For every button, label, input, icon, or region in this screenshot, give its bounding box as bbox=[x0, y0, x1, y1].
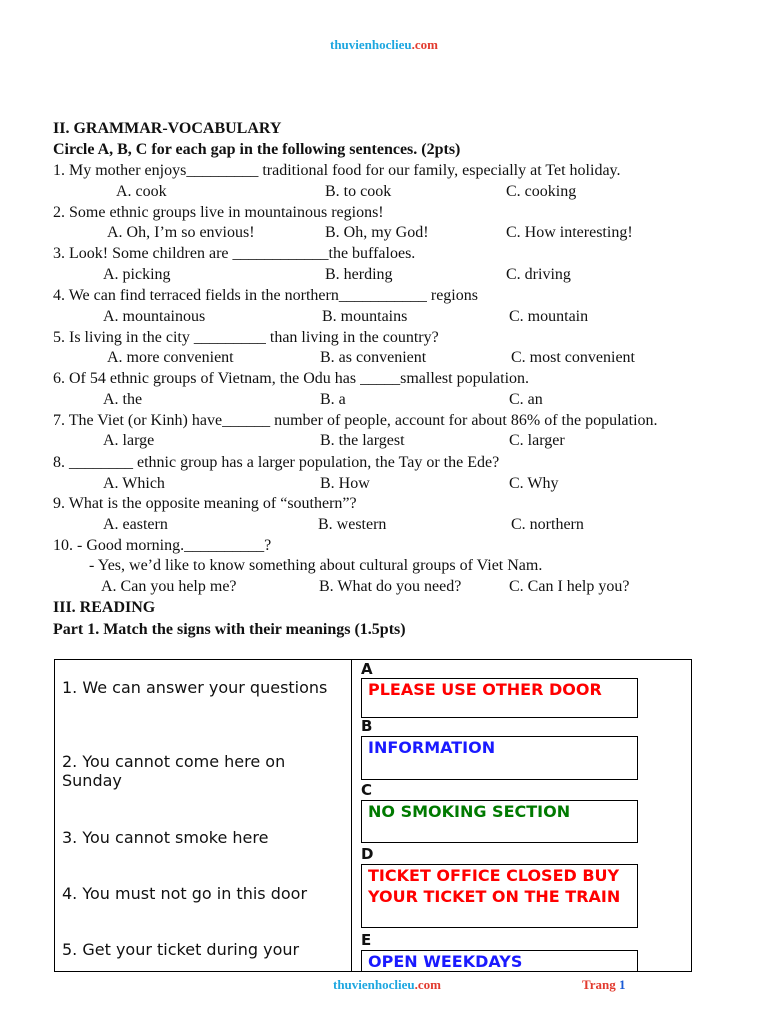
sign-text: NO SMOKING SECTION bbox=[368, 802, 571, 821]
footer-site-part1: thuvienhoclieu bbox=[333, 977, 415, 992]
section-title-reading: III. READING bbox=[53, 599, 156, 616]
option-b: B. a bbox=[320, 391, 346, 408]
option-b: B. western bbox=[318, 516, 387, 533]
option-a: A. eastern bbox=[103, 516, 168, 533]
option-b: B. herding bbox=[325, 266, 393, 283]
question-text: 2. Some ethnic groups live in mountainous regions! bbox=[53, 204, 384, 221]
meaning-item: 1. We can answer your questions bbox=[62, 678, 328, 697]
option-a: A. Can you help me? bbox=[101, 578, 237, 595]
option-b: B. How bbox=[320, 475, 370, 492]
sign-letter: B bbox=[361, 717, 373, 735]
meaning-item: 4. You must not go in this door bbox=[62, 884, 308, 903]
meaning-item: 3. You cannot smoke here bbox=[62, 828, 269, 847]
question-subline: - Yes, we’d like to know something about cultural groups of Viet Nam. bbox=[89, 557, 543, 574]
option-c: C. Why bbox=[509, 475, 559, 492]
table-divider bbox=[351, 660, 352, 971]
footer-site-part2: .com bbox=[414, 977, 441, 992]
sign-letter: A bbox=[361, 660, 373, 678]
sign-text: PLEASE USE OTHER DOOR bbox=[368, 680, 602, 699]
option-c: C. driving bbox=[506, 266, 571, 283]
meaning-item: 2. You cannot come here on Sunday bbox=[62, 752, 286, 790]
sign-box bbox=[361, 864, 638, 928]
sign-letter: E bbox=[361, 931, 372, 949]
page-number-value: 1 bbox=[618, 977, 626, 992]
option-c: C. cooking bbox=[506, 183, 577, 200]
option-c: C. mountain bbox=[509, 308, 589, 325]
meaning-item: 5. Get your ticket during your bbox=[62, 940, 300, 959]
sign-box bbox=[361, 736, 638, 780]
sign-letter: C bbox=[361, 781, 373, 799]
question-text: 4. We can find terraced fields in the northern___________ regions bbox=[53, 287, 478, 304]
option-b: B. the largest bbox=[320, 432, 405, 449]
option-b: B. as convenient bbox=[320, 349, 427, 366]
site-header bbox=[0, 37, 768, 53]
page-label: Trang bbox=[582, 977, 616, 992]
sign-text: OPEN WEEKDAYS bbox=[368, 952, 523, 971]
sign-text: INFORMATION bbox=[368, 738, 496, 757]
option-a: A. the bbox=[103, 391, 143, 408]
sign-box bbox=[361, 800, 638, 843]
option-c: C. most convenient bbox=[511, 349, 635, 366]
option-b: B. What do you need? bbox=[319, 578, 462, 595]
section-title-grammar: II. GRAMMAR-VOCABULARY bbox=[53, 120, 282, 137]
option-c: C. northern bbox=[511, 516, 584, 533]
option-c: C. larger bbox=[509, 432, 565, 449]
sign-letter: D bbox=[361, 845, 374, 863]
option-a: A. picking bbox=[103, 266, 171, 283]
page-number bbox=[582, 977, 625, 993]
option-a: A. more convenient bbox=[107, 349, 234, 366]
question-text: 6. Of 54 ethnic groups of Vietnam, the Odu has _____smallest population. bbox=[53, 370, 530, 387]
question-text: 1. My mother enjoys_________ traditional food for our family, especially at Tet holiday. bbox=[53, 162, 621, 179]
question-text: 5. Is living in the city _________ than living in the country? bbox=[53, 329, 439, 346]
sign-box bbox=[361, 678, 638, 718]
option-a: A. large bbox=[103, 432, 155, 449]
option-b: B. to cook bbox=[325, 183, 392, 200]
option-b: B. mountains bbox=[322, 308, 408, 325]
sign-text: TICKET OFFICE CLOSED BUY YOUR TICKET ON THE TRAIN bbox=[368, 866, 621, 906]
option-c: C. How interesting! bbox=[506, 224, 633, 241]
option-c: C. Can I help you? bbox=[509, 578, 630, 595]
matching-table bbox=[54, 659, 692, 972]
site-name-part2: .com bbox=[411, 37, 438, 52]
option-a: A. cook bbox=[116, 183, 167, 200]
question-text: 10. - Good morning.__________? bbox=[53, 537, 272, 554]
site-footer bbox=[333, 977, 441, 993]
question-text: 9. What is the opposite meaning of “southern”? bbox=[53, 495, 357, 512]
option-b: B. Oh, my God! bbox=[325, 224, 429, 241]
question-text: 3. Look! Some children are ____________the buffaloes. bbox=[53, 245, 416, 262]
part1-title: Part 1. Match the signs with their meanings (1.5pts) bbox=[53, 621, 406, 638]
question-text: 7. The Viet (or Kinh) have______ number of people, account for about 86% of the population. bbox=[53, 412, 658, 429]
question-text: 8. ________ ethnic group has a larger population, the Tay or the Ede? bbox=[53, 454, 500, 471]
sign-box bbox=[361, 950, 638, 972]
site-name-part1: thuvienhoclieu bbox=[330, 37, 412, 52]
option-a: A. Oh, I’m so envious! bbox=[107, 224, 255, 241]
option-a: A. mountainous bbox=[103, 308, 206, 325]
option-c: C. an bbox=[509, 391, 543, 408]
option-a: A. Which bbox=[103, 475, 165, 492]
section-instruction: Circle A, B, C for each gap in the following sentences. (2pts) bbox=[53, 141, 461, 158]
